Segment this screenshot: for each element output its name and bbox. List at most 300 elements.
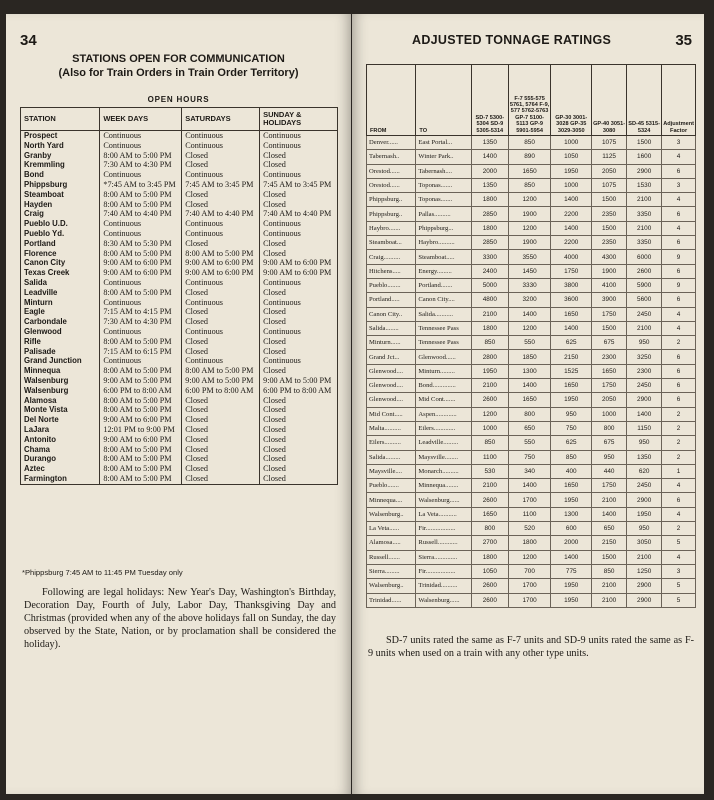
rating-sd45: 1250 — [627, 564, 662, 578]
sunday-hours: Continuous — [260, 170, 338, 180]
station-row — [21, 356, 338, 366]
rating-sd7: 2850 — [471, 236, 508, 250]
station-name: Palisade — [21, 347, 100, 357]
rating-gp30: 1950 — [551, 393, 592, 407]
adjustment-factor: 3 — [662, 564, 696, 578]
from-station: Glenwood.... — [367, 393, 416, 407]
saturday-hours: Closed — [182, 474, 260, 484]
rating-sd7: 2100 — [471, 479, 508, 493]
col-week-days: WEEK DAYS — [100, 108, 182, 131]
rating-sd45: 950 — [627, 436, 662, 450]
from-station: Tabernash.. — [367, 150, 416, 164]
to-station: Haybro.......... — [416, 236, 471, 250]
rating-gp40: 1075 — [592, 178, 627, 192]
from-station: Denver...... — [367, 136, 416, 150]
station-name: Walsenburg — [21, 386, 100, 396]
rating-sd45: 2100 — [627, 550, 662, 564]
station-row — [21, 396, 338, 406]
sunday-hours: 9:00 AM to 6:00 PM — [260, 258, 338, 268]
rating-gp30: 1750 — [551, 264, 592, 278]
station-row — [21, 474, 338, 484]
sunday-hours: Closed — [260, 288, 338, 298]
rating-gp30: 625 — [551, 436, 592, 450]
rating-sd7: 1350 — [471, 136, 508, 150]
rating-f7: 1700 — [508, 493, 551, 507]
station-row — [21, 454, 338, 464]
sunday-hours: Continuous — [260, 298, 338, 308]
from-station: Eilers.......... — [367, 436, 416, 450]
weekday-hours: 8:00 AM to 5:00 PM — [100, 288, 182, 298]
tonnage-row — [367, 350, 696, 364]
rating-f7: 550 — [508, 436, 551, 450]
rating-sd7: 1800 — [471, 321, 508, 335]
station-row — [21, 464, 338, 474]
station-name: Phippsburg — [21, 180, 100, 190]
rating-f7: 1900 — [508, 207, 551, 221]
sunday-hours: 9:00 AM to 5:00 PM — [260, 376, 338, 386]
rating-gp40: 850 — [592, 564, 627, 578]
rating-gp40: 1900 — [592, 264, 627, 278]
rating-sd45: 950 — [627, 522, 662, 536]
from-station: Malta.......... — [367, 421, 416, 435]
sunday-hours: Continuous — [260, 278, 338, 288]
sunday-hours: Closed — [260, 151, 338, 161]
rating-sd45: 3350 — [627, 236, 662, 250]
rating-gp40: 1125 — [592, 150, 627, 164]
rating-sd45: 3350 — [627, 207, 662, 221]
station-name: Antonito — [21, 435, 100, 445]
left-page — [6, 14, 351, 794]
rating-sd7: 1400 — [471, 150, 508, 164]
rating-sd45: 2450 — [627, 307, 662, 321]
station-row — [21, 317, 338, 327]
adjustment-factor: 5 — [662, 536, 696, 550]
rating-gp40: 1500 — [592, 193, 627, 207]
col-f7-gp9: F-7 555-575 5761, 5764 F-9, 577 5762-5763 GP-7 5100-5113 GP-9 5901-5954 — [508, 65, 551, 136]
sunday-hours: 6:00 PM to 8:00 AM — [260, 386, 338, 396]
adjustment-factor: 1 — [662, 464, 696, 478]
rating-gp30: 600 — [551, 522, 592, 536]
rating-gp30: 2200 — [551, 207, 592, 221]
weekday-hours: Continuous — [100, 170, 182, 180]
rating-gp40: 2050 — [592, 164, 627, 178]
weekday-hours: 8:00 AM to 5:00 PM — [100, 366, 182, 376]
col-from: FROM — [367, 65, 416, 136]
rating-gp30: 1950 — [551, 493, 592, 507]
rating-gp40: 440 — [592, 464, 627, 478]
to-station: Toponas....... — [416, 178, 471, 192]
rating-f7: 1300 — [508, 364, 551, 378]
rating-sd45: 2100 — [627, 321, 662, 335]
saturday-hours: 6:00 PM to 8:00 AM — [182, 386, 260, 396]
col-sd45: SD-45 5315-5324 — [627, 65, 662, 136]
weekday-hours: 8:00 AM to 5:00 PM — [100, 445, 182, 455]
station-name: LaJara — [21, 425, 100, 435]
to-station: Tennessee Pass — [416, 321, 471, 335]
rating-sd7: 3300 — [471, 250, 508, 264]
stations-title-line1: STATIONS OPEN FOR COMMUNICATION — [72, 53, 285, 65]
to-station: Bond.............. — [416, 379, 471, 393]
from-station: Sierra......... — [367, 564, 416, 578]
rating-sd7: 530 — [471, 464, 508, 478]
weekday-hours: Continuous — [100, 219, 182, 229]
saturday-hours: 7:45 AM to 3:45 PM — [182, 180, 260, 190]
station-row — [21, 337, 338, 347]
to-station: East Portal... — [416, 136, 471, 150]
station-name: Chama — [21, 445, 100, 455]
rating-gp40: 800 — [592, 421, 627, 435]
weekday-hours: 7:30 AM to 4:30 PM — [100, 160, 182, 170]
tonnage-row — [367, 464, 696, 478]
tonnage-row — [367, 407, 696, 421]
weekday-hours: Continuous — [100, 298, 182, 308]
saturday-hours: Closed — [182, 190, 260, 200]
saturday-hours: Closed — [182, 396, 260, 406]
station-row — [21, 405, 338, 415]
rating-sd7: 1800 — [471, 193, 508, 207]
sunday-hours: Closed — [260, 366, 338, 376]
saturday-hours: Closed — [182, 454, 260, 464]
rating-f7: 1700 — [508, 579, 551, 593]
rating-f7: 1900 — [508, 236, 551, 250]
rating-gp30: 1650 — [551, 479, 592, 493]
rating-gp40: 2100 — [592, 493, 627, 507]
tonnage-row — [367, 207, 696, 221]
station-row — [21, 190, 338, 200]
adjustment-factor: 4 — [662, 150, 696, 164]
rating-sd7: 1000 — [471, 421, 508, 435]
station-row — [21, 268, 338, 278]
to-station: Tennessee Pass — [416, 336, 471, 350]
station-row — [21, 415, 338, 425]
rating-f7: 340 — [508, 464, 551, 478]
station-row — [21, 366, 338, 376]
station-name: Durango — [21, 454, 100, 464]
to-station: Steamboat..... — [416, 250, 471, 264]
weekday-hours: 12:01 PM to 9:00 PM — [100, 425, 182, 435]
rating-gp30: 1000 — [551, 178, 592, 192]
stations-title — [6, 52, 351, 80]
rating-gp40: 2150 — [592, 536, 627, 550]
weekday-hours: Continuous — [100, 229, 182, 239]
from-station: La Veta...... — [367, 522, 416, 536]
tonnage-header: ADJUSTED TONNAGE RATINGS — [412, 33, 612, 47]
rating-gp40: 1750 — [592, 379, 627, 393]
to-station: Canon City.... — [416, 293, 471, 307]
saturday-hours: Closed — [182, 239, 260, 249]
rating-gp40: 2050 — [592, 393, 627, 407]
weekday-hours: Continuous — [100, 141, 182, 151]
saturday-hours: 9:00 AM to 6:00 PM — [182, 268, 260, 278]
saturday-hours: Continuous — [182, 219, 260, 229]
station-name: Eagle — [21, 307, 100, 317]
rating-gp30: 1950 — [551, 164, 592, 178]
rating-sd45: 1150 — [627, 421, 662, 435]
from-station: Salida........ — [367, 321, 416, 335]
rating-sd7: 2700 — [471, 536, 508, 550]
station-name: Pueblo Yd. — [21, 229, 100, 239]
weekday-hours: 7:40 AM to 4:40 PM — [100, 209, 182, 219]
rating-gp40: 650 — [592, 522, 627, 536]
saturday-hours: Continuous — [182, 356, 260, 366]
tonnage-row — [367, 379, 696, 393]
sunday-hours: Closed — [260, 405, 338, 415]
col-sunday-holidays: SUNDAY & HOLIDAYS — [260, 108, 338, 131]
tonnage-header-row — [367, 65, 696, 136]
station-row — [21, 141, 338, 151]
station-name: Bond — [21, 170, 100, 180]
col-saturdays: SATURDAYS — [182, 108, 260, 131]
adjustment-factor: 5 — [662, 593, 696, 607]
sunday-hours: Closed — [260, 415, 338, 425]
to-station: Leadville......... — [416, 436, 471, 450]
weekday-hours: Continuous — [100, 327, 182, 337]
from-station: Glenwood.... — [367, 364, 416, 378]
saturday-hours: 8:00 AM to 5:00 PM — [182, 249, 260, 259]
adjustment-factor: 4 — [662, 479, 696, 493]
to-station: Phippsburg... — [416, 221, 471, 235]
rating-sd45: 1500 — [627, 136, 662, 150]
tonnage-row — [367, 150, 696, 164]
saturday-hours: Continuous — [182, 298, 260, 308]
weekday-hours: 6:00 PM to 8:00 AM — [100, 386, 182, 396]
open-hours-label: OPEN HOURS — [147, 95, 210, 104]
rating-sd45: 2450 — [627, 379, 662, 393]
station-name: Craig — [21, 209, 100, 219]
rating-sd7: 1800 — [471, 550, 508, 564]
rating-sd7: 4800 — [471, 293, 508, 307]
rating-gp40: 675 — [592, 436, 627, 450]
saturday-hours: Closed — [182, 307, 260, 317]
rating-sd7: 2850 — [471, 207, 508, 221]
from-station: Minturn...... — [367, 336, 416, 350]
sunday-hours: Closed — [260, 454, 338, 464]
sunday-hours: Continuous — [260, 229, 338, 239]
station-name: Alamosa — [21, 396, 100, 406]
from-station: Grand Jct... — [367, 350, 416, 364]
adjustment-factor: 9 — [662, 278, 696, 292]
rating-sd7: 1650 — [471, 507, 508, 521]
col-station: STATION — [21, 108, 100, 131]
station-name: Glenwood — [21, 327, 100, 337]
adjustment-factor: 4 — [662, 550, 696, 564]
rating-gp40: 1000 — [592, 407, 627, 421]
rating-gp30: 3800 — [551, 278, 592, 292]
station-name: Monte Vista — [21, 405, 100, 415]
weekday-hours: 9:00 AM to 6:00 PM — [100, 268, 182, 278]
station-row — [21, 298, 338, 308]
station-name: Portland — [21, 239, 100, 249]
station-row — [21, 170, 338, 180]
tonnage-row — [367, 293, 696, 307]
adjustment-factor: 2 — [662, 450, 696, 464]
saturday-hours: Continuous — [182, 141, 260, 151]
to-station: Minnequa........ — [416, 479, 471, 493]
to-station: Fir.................. — [416, 564, 471, 578]
sunday-hours: Closed — [260, 445, 338, 455]
rating-sd45: 1600 — [627, 150, 662, 164]
col-gp30-gp35: GP-30 3001-3028 GP-35 3029-3050 — [551, 65, 592, 136]
adjustment-factor: 9 — [662, 250, 696, 264]
rating-sd45: 2900 — [627, 579, 662, 593]
rating-f7: 550 — [508, 336, 551, 350]
from-station: Mid Cont..... — [367, 407, 416, 421]
to-station: Winter Park.. — [416, 150, 471, 164]
sunday-hours: 7:40 AM to 4:40 PM — [260, 209, 338, 219]
rating-f7: 1400 — [508, 479, 551, 493]
from-station: Walsenburg.. — [367, 579, 416, 593]
from-station: Orestod...... — [367, 164, 416, 178]
tonnage-row — [367, 321, 696, 335]
rating-sd45: 1530 — [627, 178, 662, 192]
sunday-hours: Continuous — [260, 131, 338, 141]
adjustment-factor: 4 — [662, 321, 696, 335]
from-station: Canon City.. — [367, 307, 416, 321]
tonnage-row — [367, 450, 696, 464]
station-row — [21, 307, 338, 317]
saturday-hours: Continuous — [182, 229, 260, 239]
tonnage-row — [367, 307, 696, 321]
rating-f7: 850 — [508, 178, 551, 192]
station-row — [21, 209, 338, 219]
rating-sd7: 2000 — [471, 164, 508, 178]
rating-gp40: 1500 — [592, 221, 627, 235]
rating-f7: 1400 — [508, 307, 551, 321]
rating-sd7: 2400 — [471, 264, 508, 278]
rating-gp40: 1075 — [592, 136, 627, 150]
tonnage-row — [367, 136, 696, 150]
rating-gp40: 2350 — [592, 207, 627, 221]
station-row — [21, 347, 338, 357]
rating-gp30: 950 — [551, 407, 592, 421]
rating-sd45: 5600 — [627, 293, 662, 307]
rating-f7: 700 — [508, 564, 551, 578]
rating-f7: 650 — [508, 421, 551, 435]
adjustment-factor: 2 — [662, 421, 696, 435]
tonnage-body — [367, 136, 696, 608]
station-row — [21, 327, 338, 337]
rating-sd45: 5900 — [627, 278, 662, 292]
weekday-hours: Continuous — [100, 278, 182, 288]
rating-gp30: 625 — [551, 336, 592, 350]
rating-sd45: 2900 — [627, 164, 662, 178]
from-station: Portland..... — [367, 293, 416, 307]
rating-gp40: 1750 — [592, 479, 627, 493]
to-station: Sierra.............. — [416, 550, 471, 564]
rating-gp40: 4100 — [592, 278, 627, 292]
rating-sd45: 1350 — [627, 450, 662, 464]
rating-f7: 1400 — [508, 379, 551, 393]
rating-gp40: 4300 — [592, 250, 627, 264]
weekday-hours: 8:00 AM to 5:00 PM — [100, 249, 182, 259]
stations-header-row — [21, 108, 338, 131]
adjustment-factor: 4 — [662, 507, 696, 521]
saturday-hours: Closed — [182, 347, 260, 357]
saturday-hours: Continuous — [182, 278, 260, 288]
saturday-hours: Closed — [182, 200, 260, 210]
tonnage-row — [367, 550, 696, 564]
sunday-hours: Closed — [260, 239, 338, 249]
rating-f7: 1700 — [508, 593, 551, 607]
saturday-hours: Closed — [182, 151, 260, 161]
saturday-hours: 8:00 AM to 5:00 PM — [182, 366, 260, 376]
to-station: Walsenburg...... — [416, 493, 471, 507]
rating-sd45: 2900 — [627, 393, 662, 407]
from-station: Alamosa..... — [367, 536, 416, 550]
rating-gp30: 1950 — [551, 593, 592, 607]
sunday-hours: Continuous — [260, 327, 338, 337]
to-station: Glenwood...... — [416, 350, 471, 364]
rating-sd7: 800 — [471, 522, 508, 536]
rating-sd7: 2100 — [471, 379, 508, 393]
station-name: Granby — [21, 151, 100, 161]
rating-sd7: 2800 — [471, 350, 508, 364]
rating-gp30: 1650 — [551, 307, 592, 321]
rating-gp40: 1400 — [592, 507, 627, 521]
station-name: Texas Creek — [21, 268, 100, 278]
rating-gp30: 4000 — [551, 250, 592, 264]
station-row — [21, 278, 338, 288]
station-row — [21, 200, 338, 210]
tonnage-row — [367, 393, 696, 407]
sunday-hours: Closed — [260, 396, 338, 406]
tonnage-row — [367, 250, 696, 264]
rating-gp40: 2300 — [592, 350, 627, 364]
rating-gp30: 1950 — [551, 579, 592, 593]
station-name: Leadville — [21, 288, 100, 298]
rating-sd45: 620 — [627, 464, 662, 478]
tonnage-row — [367, 164, 696, 178]
from-station: Steamboat... — [367, 236, 416, 250]
saturday-hours: Closed — [182, 405, 260, 415]
adjustment-factor: 2 — [662, 522, 696, 536]
from-station: Maysville.... — [367, 464, 416, 478]
rating-gp40: 1500 — [592, 321, 627, 335]
page-number-right: 35 — [675, 32, 692, 49]
sunday-hours: Closed — [260, 307, 338, 317]
rating-gp30: 2000 — [551, 536, 592, 550]
station-row — [21, 288, 338, 298]
weekday-hours: 8:00 AM to 5:00 PM — [100, 464, 182, 474]
weekday-hours: 9:00 AM to 6:00 PM — [100, 258, 182, 268]
station-name: Prospect — [21, 131, 100, 141]
weekday-hours: *7:45 AM to 3:45 PM — [100, 180, 182, 190]
rating-sd7: 2600 — [471, 393, 508, 407]
rating-gp40: 2350 — [592, 236, 627, 250]
tonnage-table — [366, 64, 696, 608]
station-name: North Yard — [21, 141, 100, 151]
col-sd7-sd9: SD-7 5300-5304 SD-9 5305-5314 — [471, 65, 508, 136]
rating-gp40: 1500 — [592, 550, 627, 564]
adjustment-factor: 2 — [662, 336, 696, 350]
rating-f7: 3550 — [508, 250, 551, 264]
rating-sd45: 3250 — [627, 350, 662, 364]
rating-f7: 750 — [508, 450, 551, 464]
tonnage-row — [367, 579, 696, 593]
station-row — [21, 258, 338, 268]
to-station: Aspen............. — [416, 407, 471, 421]
rating-sd45: 2300 — [627, 364, 662, 378]
rating-sd45: 1400 — [627, 407, 662, 421]
rating-sd7: 1050 — [471, 564, 508, 578]
sunday-hours: Closed — [260, 464, 338, 474]
tonnage-row — [367, 193, 696, 207]
station-name: Del Norte — [21, 415, 100, 425]
tonnage-row — [367, 421, 696, 435]
station-name: Walsenburg — [21, 376, 100, 386]
saturday-hours: Continuous — [182, 327, 260, 337]
to-station: Monarch.......... — [416, 464, 471, 478]
